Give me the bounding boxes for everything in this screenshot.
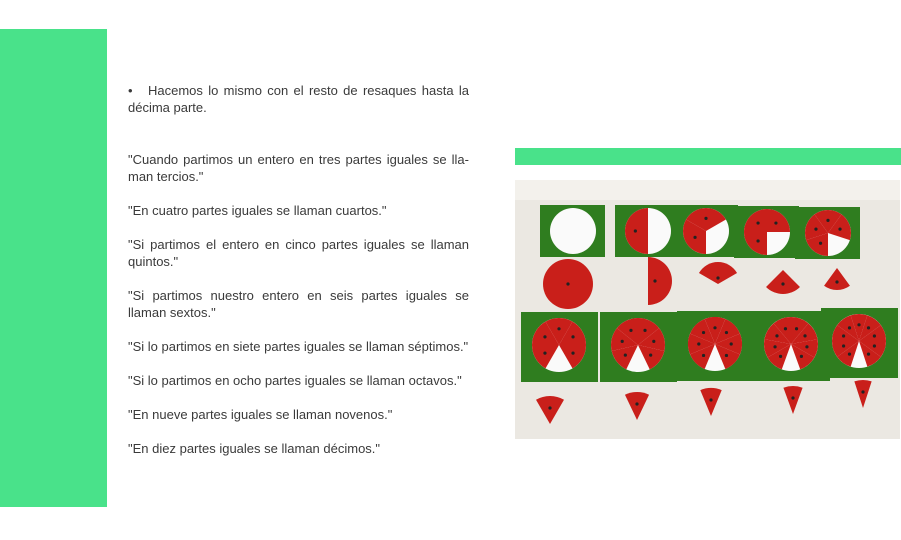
knob	[702, 331, 705, 334]
quote-thirds: "Cuando partimos un entero en tres partes iguales se lla-man tercios."	[128, 152, 469, 184]
quote-fifths: "Si partimos el entero en cinco partes iguales se llaman quintos."	[128, 237, 469, 269]
bullet-dot: •	[128, 83, 133, 98]
left-accent-bar	[0, 29, 107, 507]
knob	[725, 354, 728, 357]
knob	[842, 334, 845, 337]
quote-ninths: "En nueve partes iguales se llaman novenos."	[128, 407, 393, 422]
knob	[643, 329, 646, 332]
knob	[704, 217, 707, 220]
knob	[557, 327, 560, 330]
quote-sevenths: "Si lo partimos en siete partes iguales se llaman séptimos."	[128, 339, 469, 354]
knob	[826, 219, 829, 222]
knob	[814, 227, 817, 230]
knob	[861, 390, 864, 393]
knob	[779, 355, 782, 358]
text-content	[128, 82, 469, 457]
knob	[635, 402, 638, 405]
knob	[795, 327, 798, 330]
knob	[652, 340, 655, 343]
bullet-paragraph	[128, 82, 469, 116]
knob	[848, 353, 851, 356]
knob	[867, 326, 870, 329]
knob	[716, 276, 719, 279]
fraction-circles-illustration	[515, 180, 900, 439]
empty-circle	[550, 208, 596, 254]
knob	[571, 335, 574, 338]
quote-eighths: "Si lo partimos en ocho partes iguales se llaman octavos."	[128, 373, 462, 388]
knob	[543, 335, 546, 338]
knob	[697, 342, 700, 345]
knob	[857, 323, 860, 326]
knob	[873, 334, 876, 337]
knob	[848, 326, 851, 329]
knob	[773, 345, 776, 348]
knob	[548, 406, 551, 409]
quote-quarters: "En cuatro partes iguales se llaman cuartos."	[128, 203, 387, 218]
knob	[791, 396, 794, 399]
knob	[781, 282, 784, 285]
knob	[693, 236, 696, 239]
knob	[634, 229, 637, 232]
fraction-circles-photo	[515, 180, 900, 439]
knob	[756, 239, 759, 242]
knob	[774, 221, 777, 224]
knob	[819, 242, 822, 245]
knob	[800, 355, 803, 358]
knob	[838, 227, 841, 230]
knob	[709, 398, 712, 401]
knob	[624, 354, 627, 357]
knob	[803, 334, 806, 337]
knob	[713, 326, 716, 329]
knob	[805, 345, 808, 348]
knob	[621, 340, 624, 343]
knob	[775, 334, 778, 337]
bullet-text: Hacemos lo mismo con el resto de resaques hasta la décima parte.	[128, 83, 469, 115]
knob	[873, 344, 876, 347]
cloth-top	[515, 180, 900, 200]
knob	[756, 221, 759, 224]
knob	[784, 327, 787, 330]
knob	[649, 354, 652, 357]
knob	[835, 280, 838, 283]
knob	[725, 331, 728, 334]
knob	[702, 354, 705, 357]
knob	[629, 329, 632, 332]
knob	[653, 279, 656, 282]
quote-tenths: "En diez partes iguales se llaman décimos."	[128, 441, 381, 456]
knob	[730, 342, 733, 345]
knob	[867, 353, 870, 356]
knob	[543, 352, 546, 355]
quote-sixths: "Si partimos nuestro entero en seis partes iguales se llaman sextos."	[128, 288, 469, 320]
knob	[571, 352, 574, 355]
knob	[842, 344, 845, 347]
knob	[566, 282, 569, 285]
right-accent-bar	[515, 148, 901, 165]
